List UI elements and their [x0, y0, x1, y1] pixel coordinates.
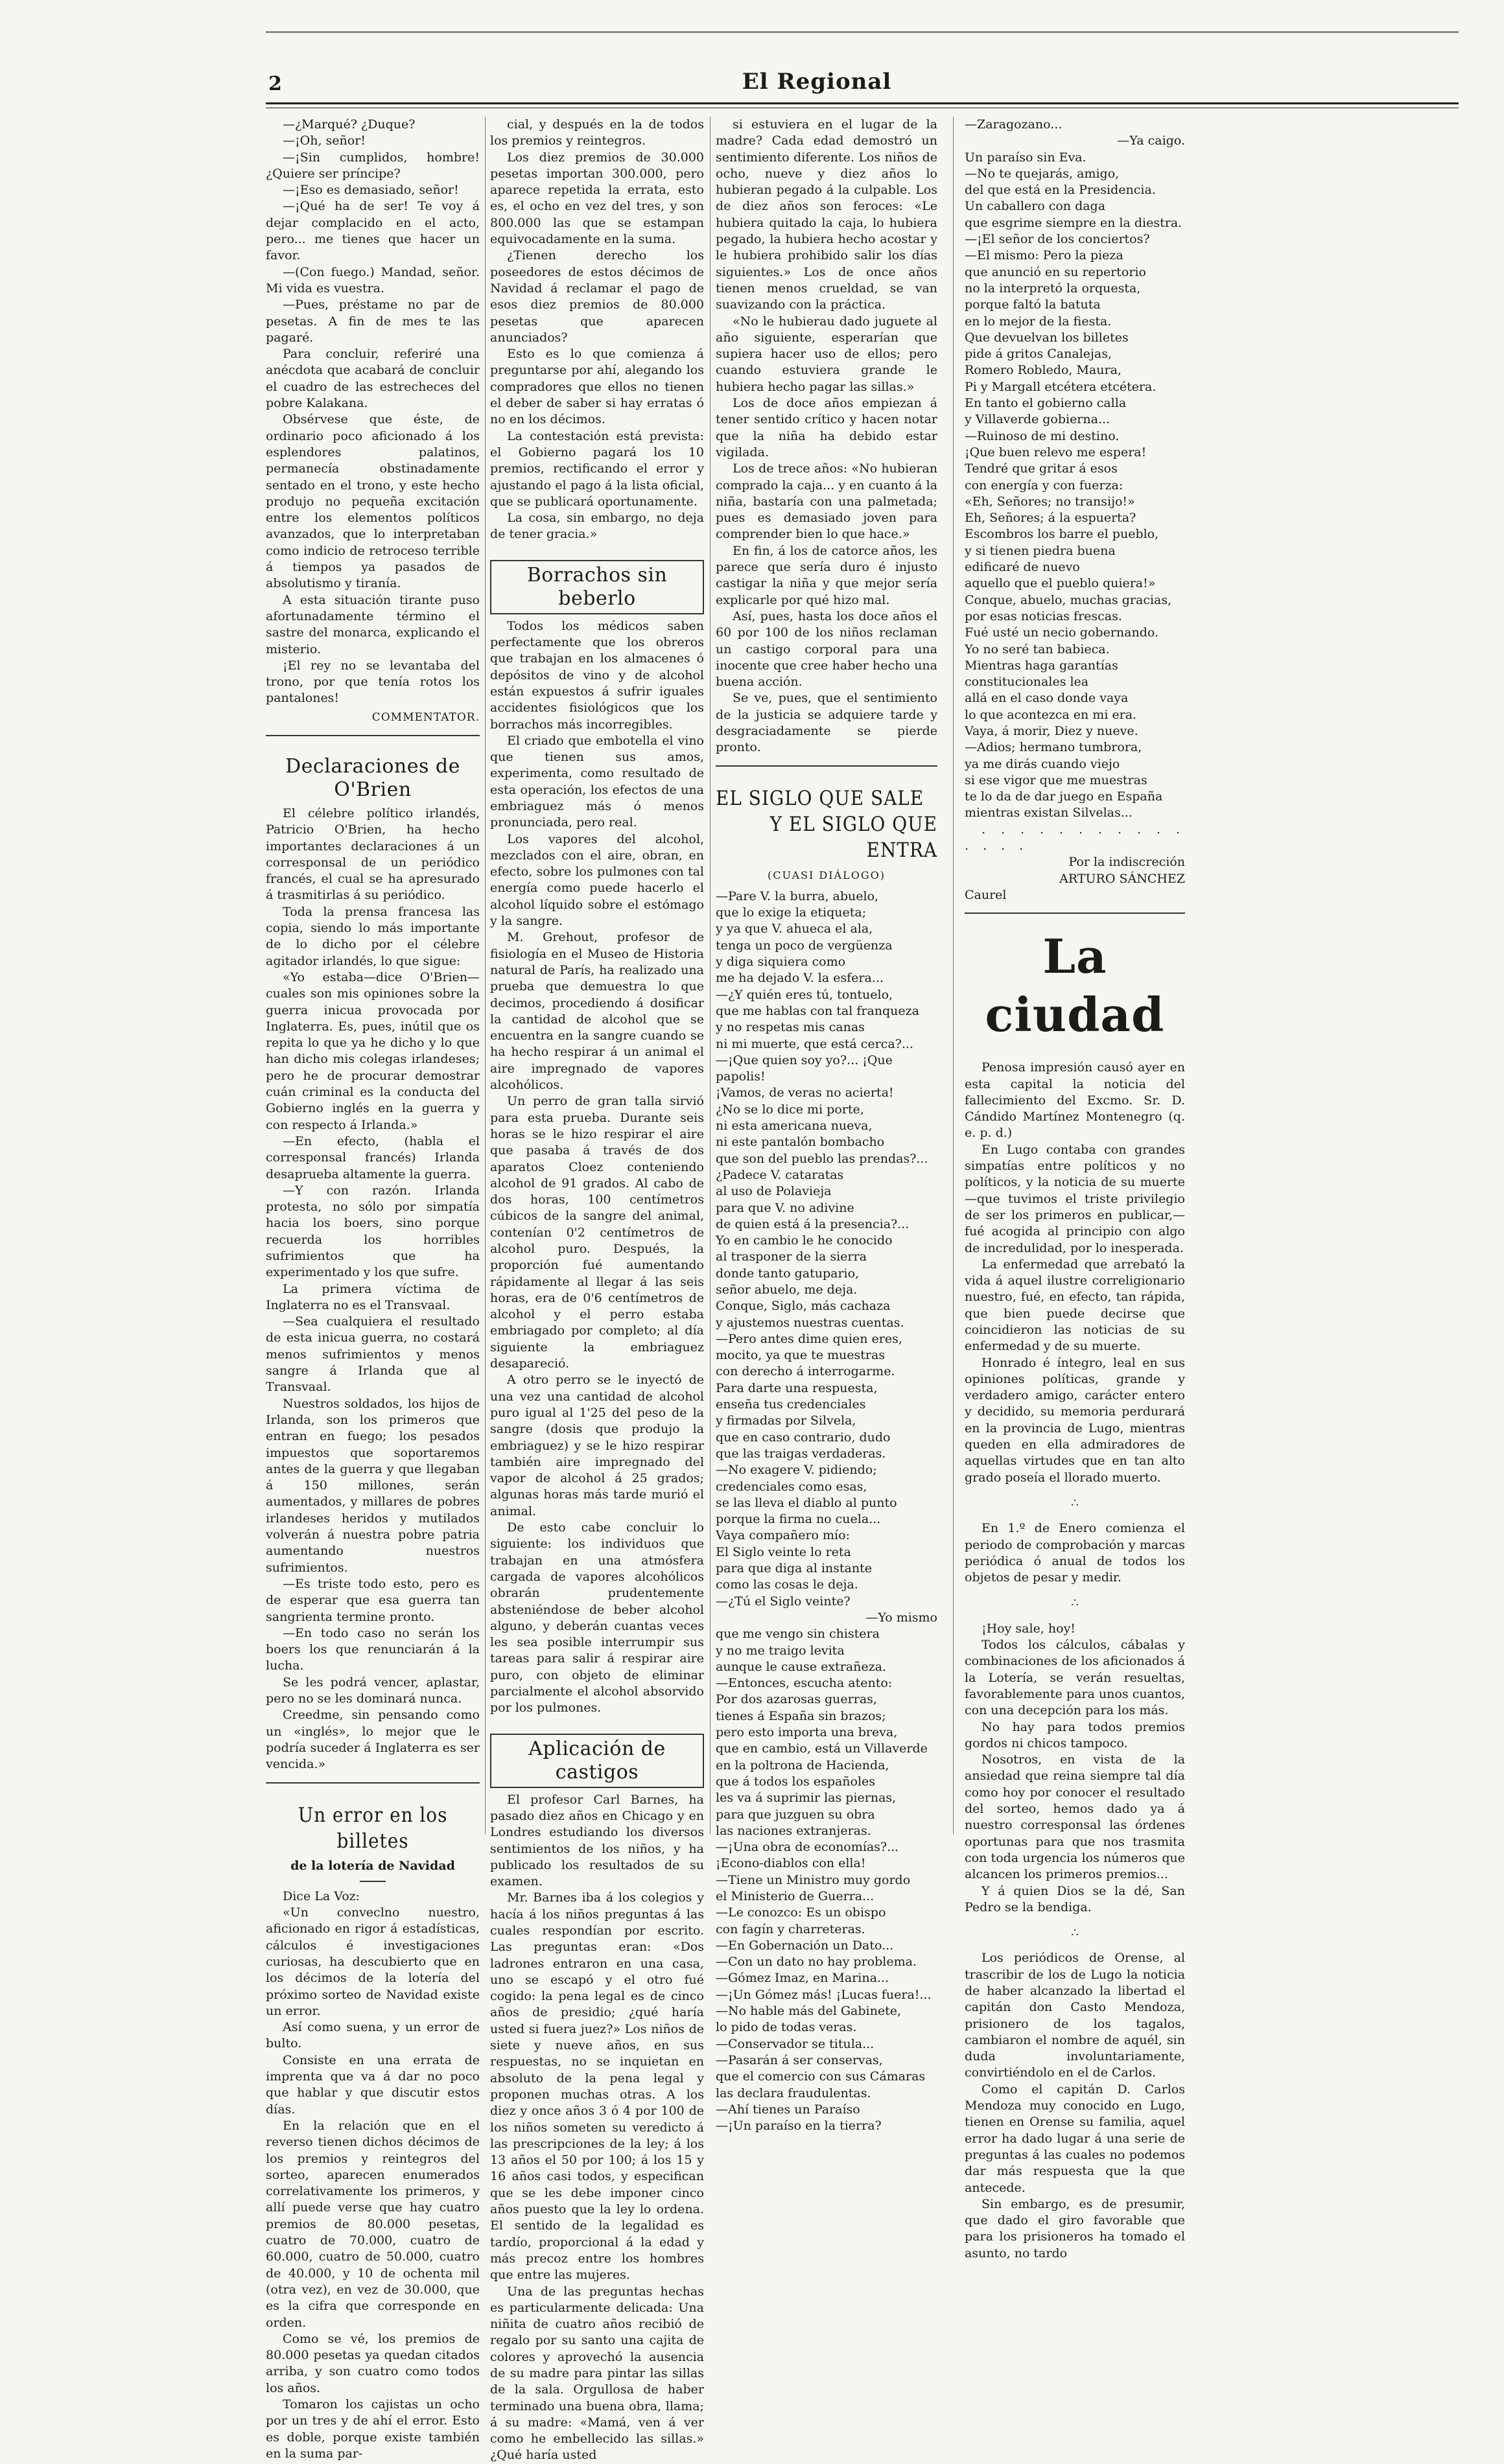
paragraph: Penosa impresión causó ayer en esta capital la noticia del fallecimiento del Excmo. Sr. D. Cándido Martínez Montenegro (q. e. p. d.)	[965, 1060, 1185, 1141]
verse-line: que esgrime siempre en la diestra.	[965, 215, 1182, 230]
verse-line: —En Gobernación un Dato...	[716, 1938, 894, 1953]
verse-line: y si tienen piedra buena	[965, 543, 1116, 558]
verse-line: Escombros los barre el pueblo,	[965, 527, 1159, 542]
verse-line: que lo exige la etiqueta;	[716, 905, 867, 920]
section-stars: ∴	[1071, 1496, 1079, 1510]
verse-line: mientras existan Silvelas...	[965, 806, 1133, 820]
intro-article	[266, 117, 480, 707]
paragraph: —Pues, préstame no par de pesetas. A fin de mes te las pagaré.	[266, 297, 480, 345]
verse-line: —Tiene un Ministro muy gordo	[716, 1872, 911, 1887]
verse-line: pide á gritos Canalejas,	[965, 347, 1112, 362]
verse-line: que las traigas verdaderas.	[716, 1446, 886, 1461]
verse-line: porque la firma no cuela...	[716, 1512, 881, 1527]
masthead: El Regional	[742, 69, 892, 95]
article-signature: COMMENTATOR.	[371, 710, 480, 724]
verse-line: y no respetas mis canas	[716, 1020, 865, 1035]
paragraph: Nosotros, en vista de la ansiedad que reina siempre tal día como hoy por conocer el resultado del sorteo, hemos dado ya á nuestro corresponsal las órdenes oportunas para que nos trasmita con toda urgencia los números que alcancen los primeros premios...	[965, 1752, 1185, 1882]
paragraph: Consiste en una errata de imprenta que va á dar no poco que hablar y que discutir estos días.	[266, 2052, 480, 2117]
verse-line: constitucionales lea	[965, 675, 1089, 690]
column-2	[490, 117, 704, 2464]
verse-line: y Villaverde gobierna...	[965, 412, 1110, 427]
paragraph: —En efecto, (habla el corresponsal francés) Irlanda desaprueba altamente la guerra.	[266, 1133, 480, 1181]
verse-line: ¿Padece V. cataratas	[716, 1167, 844, 1182]
verse-line: —Pare V. la burra, abuelo,	[716, 889, 879, 903]
verse-line: para que V. no adivine	[716, 1200, 854, 1215]
verse-line: tenga un poco de vergüenza	[716, 938, 893, 953]
paragraph: Dice La Voz:	[283, 1889, 360, 1903]
verse-line: —No hable más del Gabinete,	[716, 2004, 901, 2019]
verse-line: ¡Econo-diablos con ella!	[716, 1856, 866, 1871]
ellipsis-row: . . . . . . . . . . . . . . .	[965, 822, 1185, 854]
verse-line: —Le conozco: Es un obispo	[716, 1905, 886, 1920]
verse-line: que en cambio, está un Villaverde	[716, 1741, 928, 1756]
paragraph: A esta situación tirante puso afortunadamente término el sastre del monarca, explicando el misterio.	[266, 592, 480, 657]
verse-line: ¡Vamos, de veras no acierta!	[716, 1086, 894, 1100]
verse-line: —Conservador se titula...	[716, 2036, 875, 2051]
verse-line: Para darte una respuesta,	[716, 1380, 878, 1395]
verse-line: —¡Que quien soy yo?... ¡Que papolis!	[716, 1052, 893, 1084]
castigos-article-continued	[716, 117, 937, 756]
verse-line: como las cosas le deja.	[716, 1577, 858, 1592]
paragraph: —Es triste todo esto, pero es de esperar que esa guerra tan sangrienta termine pronto.	[266, 1576, 480, 1624]
paragraph: La primera víctima de Inglaterra no es el Transvaal.	[266, 1281, 480, 1312]
paragraph: El criado que embotella el vino que tienen sus amos, experimenta, como resultado de esta operación, los efectos de una embriaguez más ó menos pronunciada, pero real.	[490, 733, 704, 830]
verse-line: por esas noticias frescas.	[965, 609, 1122, 623]
verse-line: Vaya compañero mío:	[716, 1528, 850, 1543]
paragraph: A otro perro se le inyectó de una vez una cantidad de alcohol puro igual al 1'25 del peso de la sangre (dosis que produjo la embriaguez) y se le hizo respirar también aire impregnado del vapor de alcohol á 25 grados; algunas horas más tarde murió el animal.	[490, 1373, 704, 1518]
verse-line: Tendré que gritar á esos	[965, 461, 1118, 476]
verse-line: edificaré de nuevo	[965, 560, 1080, 575]
paragraph: ¿Tienen derecho los poseedores de estos décimos de Navidad á reclamar el pago de esos diez premios de 80.000 pesetas que aparecen anunciados?	[490, 248, 704, 345]
verse-line: Conque, abuelo, muchas gracias,	[965, 592, 1172, 607]
verse-line: Que devuelvan los billetes	[965, 330, 1129, 345]
verse-line: En tanto el gobierno calla	[965, 396, 1127, 411]
section-stars: ∴	[1071, 1596, 1079, 1610]
paragraph: Se les podrá vencer, aplastar, pero no se les dominará nunca.	[266, 1675, 480, 1706]
verse-line: al trasponer de la sierra	[716, 1249, 867, 1264]
verse-line: Un caballero con daga	[965, 199, 1106, 214]
column-divider	[485, 117, 486, 1834]
paragraph: En 1.º de Enero comienza el periodo de comprobación y marcas periódica ó anual de todos los objetos de pesar y medir.	[965, 1521, 1185, 1585]
verse-line: pero esto importa una breva,	[716, 1725, 898, 1740]
section-stars: ∴	[1071, 1926, 1079, 1940]
ciudad-block-2	[965, 1520, 1185, 1586]
verse-line: mocito, ya que te muestras	[716, 1348, 886, 1363]
signature-intro: Por la indiscreción	[1068, 855, 1185, 870]
paragraph: Todos los cálculos, cábalas y combinaciones de los aficionados á la Lotería, se verán resueltas, favorablemente para unos cuantos, con una decepción para los más.	[965, 1638, 1185, 1718]
paragraph: Los vapores del alcohol, mezclados con el aire, obran, en efecto, sobre los pulmones con tal energía como puede hacerlo el alcohol líquido sobre el estómago y la sangre.	[490, 831, 704, 929]
verse-line: ya me dirás cuando viejo	[965, 756, 1120, 771]
verse-line: —Zaragozano...	[965, 117, 1063, 132]
verse-line: Por dos azarosas guerras,	[716, 1692, 877, 1707]
paragraph: «Un conveclno nuestro, aficionado en rigor á estadísticas, cálculos é investigaciones curiosas, ha descubierto que en los décimos de la lotería del próximo sorteo de Navidad existe un error.	[266, 1905, 480, 2018]
article-separator	[266, 1782, 480, 1785]
paragraph: Tomaron los cajistas un ocho por un tres y de ahí el error. Esto es doble, porque existe también en la suma par-	[266, 2397, 480, 2461]
castigos-article	[490, 1792, 704, 2464]
verse-line: que son del pueblo las prendas?...	[716, 1151, 928, 1166]
verse-line: en lo mejor de la fiesta.	[965, 314, 1112, 329]
paragraph: Un perro de gran talla sirvió para esta prueba. Durante seis horas se le hizo respirar el aire que pasaba á través de dos aparatos Cloez conteniendo alcohol de 91 grados. Al cabo de dos horas, 100 centímetros cúbicos de la sangre del animal, contenían 0'2 centímetros de alcohol puro. Después, la proporción fué aumentando rápidamente al llegar á las seis horas, era de 0'6 centímetros de alcohol y el perro estaba embriagado por completo; al día siguiente la embriaguez desapareció.	[490, 1094, 704, 1371]
verse-line: ni esta americana nueva,	[716, 1119, 873, 1133]
verse-line: «Eh, Señores; no transijo!»	[965, 494, 1135, 509]
verse-line: si ese vigor que me muestras	[965, 773, 1147, 787]
paragraph: Honrado é íntegro, leal en sus opiniones políticas, grande y verdadero amigo, carácter entero y decidido, su memoria perdurará en la provincia de Lugo, mientras queden en ella admiradores de aquellas virtudes que en tan alto grado poseía el llorado muerto.	[965, 1355, 1185, 1485]
verse-line: —¿Y quién eres tú, tontuelo,	[716, 987, 893, 1002]
paragraph: —Y con razón. Irlanda protesta, no sólo por simpatía hacia los boers, sino porque recuerda los horribles sufrimientos que ha experimentado y los que sufre.	[266, 1183, 480, 1280]
verse-line: al uso de Polavieja	[716, 1184, 832, 1199]
verse-line: aunque le cause extrañeza.	[716, 1659, 886, 1674]
verse-line: en la poltrona de Hacienda,	[716, 1758, 889, 1772]
paragraph: —¡Eso es demasiado, señor!	[283, 183, 459, 198]
headline-castigos: Aplicación de castigos	[490, 1734, 704, 1788]
paragraph: «Yo estaba—dice O'Brien—cuales son mis opiniones sobre la guerra inicua provocada por Inglaterra. Es, pues, inútil que os repita lo que ya he dicho y lo que han dicho mis colegas irlandeses; pero he de procurar demostrar cuán criminal es la conducta del Gobierno inglés en la guerra y con respecto á Irlanda.»	[266, 970, 480, 1132]
verse-line: con fagín y charreteras.	[716, 1922, 865, 1936]
verse-line: me ha dejado V. la esfera...	[716, 971, 884, 986]
verse-line: lo pido de todas veras.	[716, 2020, 857, 2035]
siglo-kind: (CUASI DIÁLOGO)	[768, 868, 886, 881]
verse-line: y firmadas por Silvela,	[716, 1413, 856, 1428]
paragraph: Los diez premios de 30.000 pesetas importan 300.000, pero aparece repetida la errata, esto es, el ocho en vez del tres, y son 800.000 las que se estampan equivocadamente en la suma.	[490, 150, 704, 247]
paragraph: —¡Qué ha de ser! Te voy á dejar complacido en el acto, pero... me tienes que hacer un favor.	[266, 199, 480, 263]
verse-line: ¿No se lo dice mi porte,	[716, 1102, 864, 1117]
verse-line: —Ruinoso de mi destino.	[965, 428, 1120, 443]
verse-line: de quien está á la presencia?...	[716, 1216, 910, 1231]
paragraph: En fin, á los de catorce años, les parece que sería duro é injusto castigar la niña y que mejor sería explicarle por qué hizo mal.	[716, 543, 937, 607]
paragraph: Para concluir, referiré una anécdota que acabará de concluir el cuadro de las estrecheces del pobre Kalakana.	[266, 347, 480, 411]
subheadline-billetes: de la lotería de Navidad	[290, 1858, 455, 1873]
verse-line: Pi y Margall etcétera etcétera.	[965, 379, 1157, 394]
paragraph: Todos los médicos saben perfectamente que los obreros que trabajan en los almacenes ó depósitos de vino y de alcohol están expuestos á sufrir iguales accidentes fisiológicos que los borrachos más incorregibles.	[490, 618, 704, 732]
ciudad-block-3	[965, 1621, 1185, 1916]
paragraph: Así, pues, hasta los doce años el 60 por 100 de los niños reclaman un castigo corporal para una inocente que cree haber hecho una buena acción.	[716, 609, 937, 690]
siglo-verse-continued	[965, 117, 1185, 822]
paragraph: Como se vé, los premios de 80.000 pesetas ya quedan citados arriba, y son cuatro como todos los años.	[266, 2331, 480, 2395]
verse-line: no la interpretó la orquesta,	[965, 281, 1141, 296]
verse-line: enseña tus credenciales	[716, 1397, 866, 1412]
paragraph: ¡El rey no se levantaba del trono, por que tenía rotos los pantalones!	[266, 658, 480, 706]
page-top-rule	[266, 31, 1459, 33]
verse-line: que anunció en su repertorio	[965, 264, 1146, 279]
column-divider	[953, 117, 954, 1834]
paragraph: si estuviera en el lugar de la madre? Cada edad demostró un sentimiento diferente. Los niños de ocho, nueve y diez años lo hubieran pegado á la culpable. Los de diez años son feroces: «Le hubiera quitado la caja, lo hubiera pegado, la hubiera hecho acostar y le hubiera prohibido salir los días siguientes.» Los de once años tienen menos crueldad, se van suavizando con la práctica.	[716, 117, 937, 312]
paragraph: Obsérvese que éste, de ordinario poco aficionado á los esplendores palatinos, permanecía obstinadamente sentado en el trono, y este hecho produjo no pequeña excitación entre los elementos políticos avanzados, que lo interpretaban como indicio de retroceso terrible á tiempos ya pasados de absolutismo y tiranía.	[266, 412, 480, 591]
verse-line: ¡Que buen relevo me espera!	[965, 445, 1147, 459]
header-rule	[266, 102, 1459, 108]
verse-line: que me vengo sin chistera	[716, 1627, 880, 1642]
verse-line: y no me traigo levita	[716, 1643, 845, 1658]
paragraph: La contestación está prevista: el Gobierno pagará los 10 premios, rectificando el error y ajustando el pago á la lista oficial, que se publicará oportunamente.	[490, 428, 704, 509]
verse-line: que el comercio con sus Cámaras	[716, 2069, 926, 2084]
verse-line: con derecho á interrogarme.	[716, 1364, 895, 1379]
verse-line: Yo en cambio le he conocido	[716, 1233, 893, 1248]
verse-line: —Ahí tienes un Paraíso	[716, 2102, 860, 2117]
paragraph: Y á quien Dios se la dé, San Pedro se la bendiga.	[965, 1883, 1185, 1914]
column-1	[266, 117, 480, 2462]
verse-line: —No te quejarás, amigo,	[965, 166, 1120, 181]
verse-line: y diga siquiera como	[716, 955, 846, 970]
verse-line: lo que acontezca en mi era.	[965, 707, 1137, 722]
headline-obrien: Declaraciones de O'Brien	[285, 754, 460, 801]
headline-siglo-line1: EL SIGLO QUE SALE	[716, 786, 924, 810]
verse-line: Conque, Siglo, más cachaza	[716, 1299, 891, 1314]
verse-line: Fué usté un necio gobernando.	[965, 625, 1158, 640]
verse-line: —Adios; hermano tumbrora,	[965, 740, 1142, 755]
verse-line: las naciones extranjeras.	[716, 1823, 871, 1838]
obrien-article	[266, 806, 480, 1773]
signature-place: Caurel	[965, 887, 1007, 902]
verse-line: les va á suprimir las piernas,	[716, 1791, 897, 1806]
paragraph: Una de las preguntas hechas es particularmente delicada: Una niñita de cuatro años recibió de regalo por su santo una cajita de colores y aprovechó la ausencia de su madre para pintar las sillas de la sala. Orgullosa de haber terminado una buena obra, llama; á su madre: «Mamá, ven á ver como he embellecido las sillas.» ¿Qué haría usted	[490, 2284, 704, 2463]
verse-line: y ya que V. ahueca el ala,	[716, 922, 873, 936]
verse-line: Vaya, á morir, Diez y nueve.	[965, 723, 1138, 738]
verse-line: —Entonces, escucha atento:	[716, 1676, 893, 1691]
paragraph: cial, y después en la de todos los premios y reintegros.	[490, 117, 704, 148]
verse-line: —¿Tú el Siglo veinte?	[716, 1594, 851, 1609]
verse-line: con energía y con fuerza:	[965, 478, 1123, 493]
paragraph: —¿Marqué? ¿Duque?	[283, 117, 416, 132]
paragraph: El célebre político irlandés, Patricio O'Brien, ha hecho importantes declaraciones á un corresponsal de un periódico francés, el cual se ha apresurado á trasmitirlas á su periódico.	[266, 806, 480, 903]
billetes-article	[266, 1889, 480, 2462]
paragraph: Esto es lo que comienza á preguntarse por ahí, alegando los compradores que ellos no tienen el deber de saber si hay erratas ó no en los décimos.	[490, 347, 704, 427]
headline-siglo-line2: Y EL SIGLO QUE ENTRA	[770, 812, 937, 862]
verse-line: —Yo mismo	[865, 1610, 937, 1625]
paragraph: No hay para todos premios gordos ni chicos tampoco.	[965, 1719, 1185, 1750]
paragraph: El profesor Carl Barnes, ha pasado diez años en Chicago y en Londres estudiando los diversos sentimientos de los niños, y ha publicado los resultados de su examen.	[490, 1792, 704, 1889]
verse-line: —¡Un paraíso en la tierra?	[716, 2119, 882, 2133]
verse-line: te lo da de dar juego en España	[965, 789, 1163, 804]
ciudad-block-4	[965, 1950, 1185, 2262]
verse-line: El Siglo veinte lo reta	[716, 1544, 851, 1559]
article-separator	[965, 912, 1185, 916]
paragraph: —(Con fuego.) Mandad, señor. Mi vida es vuestra.	[266, 264, 480, 296]
paragraph: «No le hubierau dado juguete al año siguiente, esperarían que supiera hacer uso de ellos; pero cuando estuviera grande le hubiera hecho pagar las sillas.»	[716, 314, 937, 394]
verse-line: señor abuelo, me deja.	[716, 1283, 858, 1297]
verse-line: para que juzguen su obra	[716, 1807, 875, 1822]
signature-name: ARTURO SÁNCHEZ	[1059, 871, 1185, 886]
verse-line: Un paraíso sin Eva.	[965, 150, 1087, 165]
paragraph: —En todo caso no serán los boers los que renunciarán á la lucha.	[266, 1625, 480, 1673]
paragraph: En la relación que en el reverso tienen dichos décimos de los premios y reintegros del sorteo, aparecen enumerados correlativamente los primeros, y allí puede verse que hay cuatro premios de 80.000 pesetas, cuatro de 70.000, cuatro de 60.000, cuatro de 50.000, cuatro de 40.000, y 10 de ochenta mil (otra vez), en vez de 30.000, que es la cifra que corresponde en orden.	[266, 2118, 480, 2330]
verse-line: —Ya caigo.	[1117, 134, 1185, 148]
verse-line: Yo no seré tan babieca.	[965, 642, 1110, 657]
verse-line: se las lleva el diablo al punto	[716, 1495, 897, 1510]
verse-line: que á todos los españoles	[716, 1774, 876, 1789]
verse-line: allá en el caso donde vaya	[965, 691, 1129, 706]
verse-line: —¡El señor de los conciertos?	[965, 232, 1150, 247]
short-rule	[360, 1881, 386, 1882]
verse-line: —¡Un Gómez más! ¡Lucas fuera!...	[716, 1987, 932, 2002]
article-separator	[266, 735, 480, 738]
verse-line: —Pasarán á ser conservas,	[716, 2052, 883, 2067]
paragraph: Creedme, sin pensando como un «inglés», lo mejor que le podría suceder á Inglaterra es ser vencida.»	[266, 1708, 480, 1772]
headline-billetes: Un error en los billetes	[298, 1803, 448, 1853]
verse-line: —Con un dato no hay problema.	[716, 1955, 917, 1970]
verse-line: que en caso contrario, dudo	[716, 1430, 891, 1445]
verse-line: ni este pantalón bombacho	[716, 1135, 885, 1150]
paragraph: Toda la prensa francesa las copia, siendo lo más importante de lo dicho por el célebre agitador irlandés, lo que sigue:	[266, 904, 480, 968]
paragraph: —¡Oh, señor!	[283, 134, 366, 148]
paragraph: Los periódicos de Orense, al trascribir de los de Lugo la noticia de haber alcanzado la libertad el capitán don Casto Mendoza, prisionero de los tagalos, cambiaron el nombre de aquél, sin duda involuntariamente, convirtiéndolo en el de Carlos.	[965, 1951, 1185, 2080]
paragraph: La cosa, sin embargo, no deja de tener gracia.»	[490, 511, 704, 542]
verse-line: donde tanto gatupario,	[716, 1266, 860, 1281]
article-separator	[716, 765, 937, 769]
verse-line: —Pero antes dime quien eres,	[716, 1331, 902, 1346]
verse-line: del que está en la Presidencia.	[965, 183, 1156, 198]
paragraph: Como el capitán D. Carlos Mendoza muy conocido en Lugo, tienen en Orense su familia, aquel error ha dado lugar á una serie de preguntas á las cuales no podemos dar más respuesta que la que antecede.	[965, 2082, 1185, 2195]
verse-line: —No exagere V. pidiendo;	[716, 1463, 877, 1478]
paragraph: Nuestros soldados, los hijos de Irlanda, son los primeros que entran en fuego; los pesados impuestos que soportaremos antes de la guerra y que llegaban á 150 millones, serán aumentados, y millares de pobres irlandeses heridos y mutilados volverán á nuestra pobre patria aumentando nuestros sufrimientos.	[266, 1396, 480, 1575]
paragraph: —Sea cualquiera el resultado de esta inicua guerra, no costará menos sufrimientos y menos sangre á Irlanda que al Transvaal.	[266, 1314, 480, 1395]
verse-line: aquello que el pueblo quiera!»	[965, 576, 1156, 591]
column-4	[965, 117, 1185, 2262]
ciudad-block-1	[965, 1060, 1185, 1486]
section-title-la-ciudad: La ciudad	[985, 929, 1165, 1043]
borrachos-article	[490, 618, 704, 1717]
verse-line: ni mi muerte, que está cerca?...	[716, 1036, 913, 1051]
headline-borrachos: Borrachos sin beberlo	[490, 560, 704, 614]
paragraph: —¡Sin cumplidos, hombre! ¿Quiere ser príncipe?	[266, 150, 480, 181]
verse-line: que me hablas con tal franqueza	[716, 1003, 920, 1018]
paragraph: Mr. Barnes iba á los colegios y hacía á los niños preguntas á las cuales respondían por escrito. Las preguntas eran: «Dos ladrones entraron en una casa, uno se escapó y el otro fué cogido: la pena legal es de cinco años de presidio; ¿qué haría usted si fuera juez?» Los niños de siete y nueve años, en sus respuestas, no se inquietan en absoluto de la pena legal y proponen muchas otras. A los diez y once años 3 ó 4 por 100 de los niños someten su veredicto á las prescripciones de la ley; á los 13 años el 50 por 100; á los 15 y 16 años casi todos, y especifican que se les debe imponer cinco años puesto que la ley lo ordena. El sentido de la legalidad es tardío, proporcional á la edad y más precoz entre los hombres que entre las mujeres.	[490, 1890, 704, 2283]
verse-line: el Ministerio de Guerra...	[716, 1889, 875, 1903]
verse-line: y ajustemos nuestras cuentas.	[716, 1315, 904, 1330]
verse-line: —¡Una obra de economías?...	[716, 1840, 899, 1855]
verse-line: Mientras haga garantías	[965, 658, 1118, 673]
paragraph: Los de doce años empiezan á tener sentido crítico y hacen notar que la niña ha debido estar vigilada.	[716, 396, 937, 459]
siglo-verse	[716, 889, 937, 2135]
paragraph: Los de trece años: «No hubieran comprado la caja... y en cuanto á la niña, bastaría con una palmetada; pues es demasiado joven para comprender bien lo que hace.»	[716, 461, 937, 542]
verse-line: las declara fraudulentas.	[716, 2086, 871, 2100]
page-number: 2	[268, 73, 282, 95]
verse-line: Romero Robledo, Maura,	[965, 363, 1122, 378]
billetes-article-continued	[490, 117, 704, 543]
paragraph: En Lugo contaba con grandes simpatías entre políticos y no políticos, y la noticia de su muerte—que tuvimos el triste privilegio de ser los primeros en publicar,—fué acogida al principio con algo de incredulidad, por lo inesperada.	[965, 1142, 1185, 1255]
column-divider	[710, 117, 711, 1834]
verse-line: —El mismo: Pero la pieza	[965, 248, 1123, 263]
verse-line: tienes á España sin brazos;	[716, 1708, 886, 1723]
paragraph: ¡Hoy sale, hoy!	[981, 1621, 1075, 1636]
verse-line: para que diga al instante	[716, 1561, 872, 1576]
verse-line: credenciales como esas,	[716, 1479, 867, 1494]
paragraph: De esto cabe concluir lo siguiente: los individuos que trabajan en una atmósfera cargada de vapores alcohólicos obrarán prudentemente absteniéndose de beber alcohol alguno, y deberán cuantas veces les sea posible interrumpir sus tareas para salir á respirar aire puro, con objeto de eliminar parcialmente el alcohol absorvido por los pulmones.	[490, 1520, 704, 1715]
paragraph: Así como suena, y un error de bulto.	[266, 2020, 480, 2051]
paragraph: Sin embargo, es de presumir, que dado el giro favorable que para los prisioneros ha tomado el asunto, no tardo	[965, 2196, 1185, 2261]
paragraph: M. Grehout, profesor de fisiología en el Museo de Historia natural de París, ha realizado una prueba que demuestra lo que decimos, procediendo á dosificar la cantidad de alcohol que se encuentra en la sangre cuando se ha hecho respirar á un animal el aire impregnado de vapores alcohólicos.	[490, 930, 704, 1093]
verse-line: porque faltó la batuta	[965, 297, 1101, 312]
paragraph: La enfermedad que arrebató la vida á aquel ilustre correligionario nuestro, fué, en efecto, tan rápida, que bien puede decirse que coincidieron las noticias de su enfermedad y de su muerte.	[965, 1257, 1185, 1354]
verse-line: Eh, Señores; á la espuerta?	[965, 511, 1136, 526]
paragraph: Se ve, pues, que el sentimiento de la justicia se adquiere tarde y desgraciadamente se pierde pronto.	[716, 691, 937, 755]
column-3	[716, 117, 937, 2134]
verse-line: —Gómez Imaz, en Marina...	[716, 1971, 889, 1986]
